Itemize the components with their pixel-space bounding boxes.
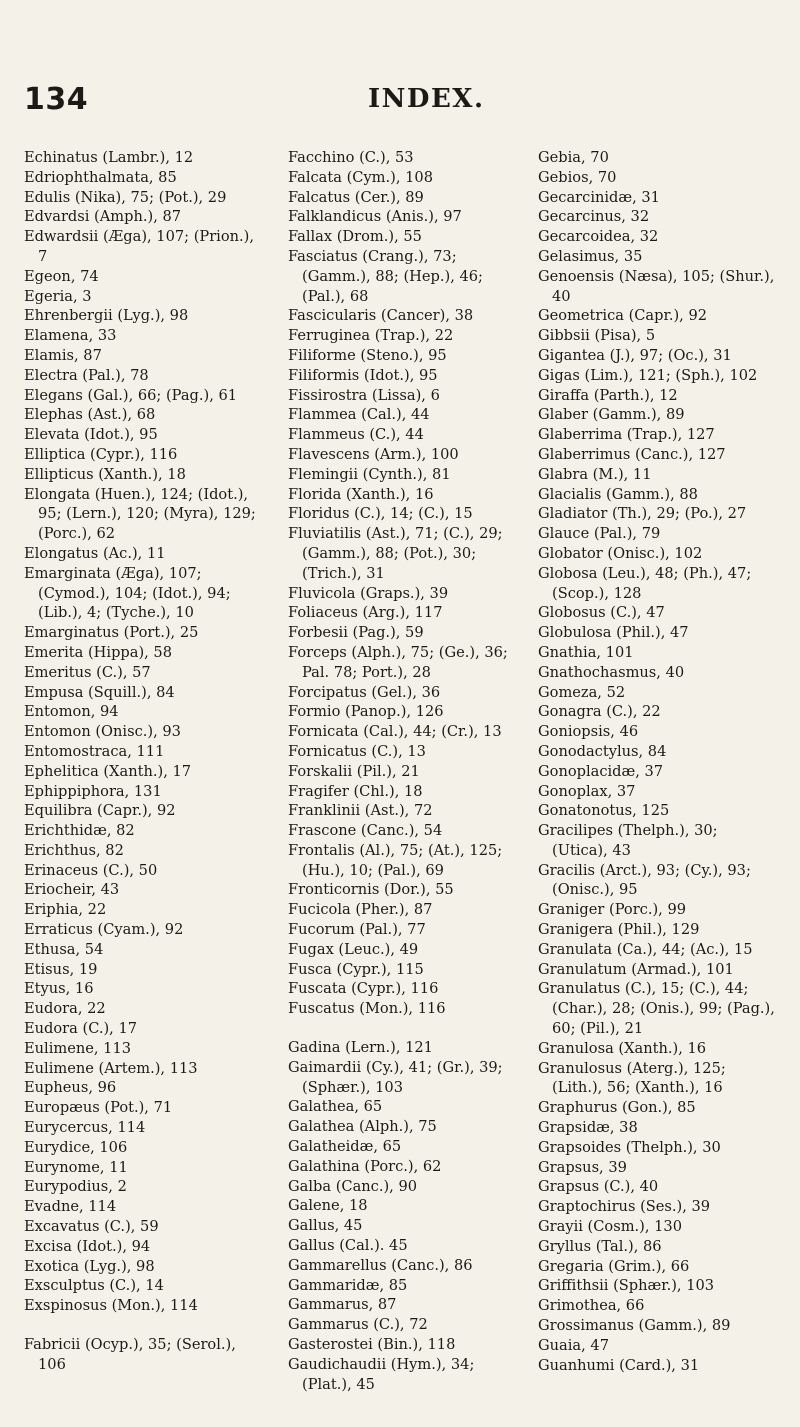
index-entry: Erichthus, 82 — [24, 841, 124, 859]
index-entry: Glaberrima (Trap.), 127 — [538, 426, 715, 444]
index-entry: Gomeza, 52 — [538, 683, 626, 701]
index-entry: Fascicularis (Cancer), 38 — [288, 307, 474, 325]
index-entry: Ferruginea (Trap.), 22 — [288, 327, 454, 345]
index-entry: Granigera (Phil.), 129 — [538, 921, 700, 939]
index-entry: Evadne, 114 — [24, 1198, 117, 1216]
index-entry: Gonoplax, 37 — [538, 782, 636, 800]
index-entry: Graphurus (Gon.), 85 — [538, 1099, 696, 1117]
index-entry: Egeria, 3 — [24, 287, 92, 305]
index-entry: Elamis, 87 — [24, 346, 102, 364]
index-entry: Goniopsis, 46 — [538, 723, 639, 741]
index-entry: Fornicata (Cal.), 44; (Cr.), 13 — [288, 723, 502, 741]
index-entry: Fugax (Leuc.), 49 — [288, 940, 419, 958]
index-entry: Gregaria (Grim.), 66 — [538, 1257, 690, 1275]
index-entry: Granulatum (Armad.), 101 — [538, 960, 734, 978]
index-entry: Glaber (Gamm.), 89 — [538, 406, 685, 424]
index-entry: Eudora (C.), 17 — [24, 1020, 138, 1038]
index-entry: Falcata (Cym.), 108 — [288, 168, 433, 186]
index-entry: Eurynome, 11 — [24, 1158, 128, 1176]
index-entry: Edriophthalmata, 85 — [24, 168, 177, 186]
index-entry: Elliptica (Cypr.), 116 — [24, 445, 178, 463]
index-entry: Eriphia, 22 — [24, 901, 107, 919]
index-entry: Gonodactylus, 84 — [538, 742, 667, 760]
index-entry: Flavescens (Arm.), 100 — [288, 445, 459, 463]
index-entry: Egeon, 74 — [24, 267, 99, 285]
index-entry: Gracilis (Arct.), 93; (Cy.), 93; (Onisc.), 95 — [538, 861, 751, 899]
index-entry: Gaudichaudii (Hym.), 34; (Plat.), 45 — [288, 1355, 475, 1393]
index-entry: Fluviatilis (Ast.), 71; (C.), 29; (Gamm.), 88; (Pot.), 30; (Trich.), 31 — [288, 525, 503, 582]
index-entry: Exotica (Lyg.), 98 — [24, 1257, 155, 1275]
index-entry: Flammea (Cal.), 44 — [288, 406, 430, 424]
index-entry: Excavatus (C.), 59 — [24, 1218, 159, 1236]
index-entry: Emarginatus (Port.), 25 — [24, 624, 199, 642]
index-entry: Gecarcinus, 32 — [538, 208, 650, 226]
index-entry: Emeritus (C.), 57 — [24, 663, 151, 681]
index-entry: Galba (Canc.), 90 — [288, 1177, 418, 1195]
index-entry: Erichthidæ, 82 — [24, 822, 135, 840]
index-entry: Ethusa, 54 — [24, 940, 104, 958]
index-entry: Grapsus, 39 — [538, 1158, 627, 1176]
index-entry: Equilibra (Capr.), 92 — [24, 802, 176, 820]
index-entry: Fissirostra (Lissa), 6 — [288, 386, 440, 404]
index-entry: Gebios, 70 — [538, 168, 617, 186]
index-entry: Ehrenbergii (Lyg.), 98 — [24, 307, 189, 325]
index-entry: Geometrica (Capr.), 92 — [538, 307, 708, 325]
index-entry: Formio (Panop.), 126 — [288, 703, 444, 721]
index-entry: Gonoplacidæ, 37 — [538, 762, 664, 780]
index-entry: Foliaceus (Arg.), 117 — [288, 604, 443, 622]
index-entry: Gonatonotus, 125 — [538, 802, 670, 820]
index-entry: Erraticus (Cyam.), 92 — [24, 921, 184, 939]
index-entry: Gecarcoidea, 32 — [538, 228, 659, 246]
index-entry: Edwardsii (Æga), 107; (Prion.), 7 — [24, 228, 255, 265]
index-entry: Filiforme (Steno.), 95 — [288, 346, 447, 364]
index-entry: Glauce (Pal.), 79 — [538, 525, 661, 543]
index-entry: Falklandicus (Anis.), 97 — [288, 208, 462, 226]
index-entry: Gasterostei (Bin.), 118 — [288, 1336, 456, 1354]
index-entry: Forceps (Alph.), 75; (Ge.), 36; Pal. 78; Port.), 28 — [288, 643, 508, 681]
index-entry: Fasciatus (Crang.), 73; (Gamm.), 88; (Hep.), 46; (Pal.), 68 — [288, 247, 483, 305]
index-entry: Eurypodius, 2 — [24, 1178, 127, 1196]
index-entry: Franklinii (Ast.), 72 — [288, 802, 433, 820]
index-entry: Graniger (Porc.), 99 — [538, 901, 687, 919]
index-entry: Forskalii (Pil.), 21 — [288, 762, 420, 780]
index-entry: Granulosus (Aterg.), 125; (Lith.), 56; (Xanth.), 16 — [538, 1059, 726, 1097]
index-entry: Globosa (Leu.), 48; (Ph.), 47; (Scop.), 128 — [538, 564, 752, 602]
index-entry: Fornicatus (C.), 13 — [288, 742, 426, 760]
index-column-2 — [288, 148, 526, 1394]
index-entry: Granulatus (C.), 15; (C.), 44; (Char.), 28; (Onis.), 99; (Pag.), 60; (Pil.), 21 — [538, 980, 775, 1038]
index-entry: Entomon, 94 — [24, 703, 119, 721]
index-entry: Guaia, 47 — [538, 1336, 609, 1354]
index-entry: Grapsidæ, 38 — [538, 1119, 638, 1137]
index-entry: Grayii (Cosm.), 130 — [538, 1218, 682, 1236]
index-entry: Gammaridæ, 85 — [288, 1276, 408, 1294]
index-entry: Gammarus (C.), 72 — [288, 1316, 428, 1334]
index-entry: Eupheus, 96 — [24, 1079, 117, 1097]
index-entry: Fluvicola (Graps.), 39 — [288, 584, 449, 602]
index-entry: Ephippiphora, 131 — [24, 782, 162, 800]
index-entry: Gebia, 70 — [538, 149, 609, 166]
index-entry: Genoensis (Næsa), 105; (Shur.), 40 — [538, 267, 775, 305]
index-entry: Erinaceus (C.), 50 — [24, 861, 158, 879]
index-entry: Gigantea (J.), 97; (Oc.), 31 — [538, 346, 732, 364]
index-entry: Ephelitica (Xanth.), 17 — [24, 762, 192, 780]
index-entry: Eulimene, 113 — [24, 1039, 132, 1057]
index-entry: Gallus, 45 — [288, 1217, 363, 1235]
index-entry: Fragifer (Chl.), 18 — [288, 782, 423, 800]
index-entry: Fusca (Cypr.), 115 — [288, 960, 424, 978]
index-entry: Elevata (Idot.), 95 — [24, 426, 158, 444]
index-entry: Gigas (Lim.), 121; (Sph.), 102 — [538, 366, 758, 384]
index-entry: Exsculptus (C.), 14 — [24, 1277, 164, 1295]
index-entry: Galathina (Porc.), 62 — [288, 1157, 442, 1175]
index-entry: Fuscata (Cypr.), 116 — [288, 980, 439, 998]
index-entry: Gadina (Lern.), 121 — [288, 1039, 433, 1057]
index-entry: Gammarus, 87 — [288, 1296, 397, 1314]
index-entry: Entomon (Onisc.), 93 — [24, 723, 181, 741]
index-entry: Fucorum (Pal.), 77 — [288, 921, 426, 939]
index-entry: Ellipticus (Xanth.), 18 — [24, 465, 186, 483]
index-entry: Echinatus (Lambr.), 12 — [24, 149, 194, 166]
index-entry: Gaimardii (Cy.), 41; (Gr.), 39; (Sphær.), 103 — [288, 1058, 503, 1096]
index-entry: Glabra (M.), 11 — [538, 465, 652, 483]
index-entry: Globator (Onisc.), 102 — [538, 544, 703, 562]
index-entry: Granulosa (Xanth.), 16 — [538, 1039, 707, 1057]
index-entry: Elongata (Huen.), 124; (Idot.), 95; (Lern.), 120; (Myra), 129; (Porc.), 62 — [24, 485, 256, 543]
index-entry: Frascone (Canc.), 54 — [288, 822, 443, 840]
index-entry: Gladiator (Th.), 29; (Po.), 27 — [538, 505, 747, 523]
index-entry: Globulosa (Phil.), 47 — [538, 624, 689, 642]
index-entry: Eudora, 22 — [24, 1000, 106, 1018]
index-entry: Gallus (Cal.). 45 — [288, 1237, 408, 1255]
index-entry: Gelasimus, 35 — [538, 247, 643, 265]
index-entry: Graptochirus (Ses.), 39 — [538, 1198, 711, 1216]
index-entry: Flammeus (C.), 44 — [288, 426, 424, 444]
index-entry: Glacialis (Gamm.), 88 — [538, 485, 698, 503]
index-entry: Facchino (C.), 53 — [288, 149, 414, 166]
index-entry: Gnathochasmus, 40 — [538, 663, 685, 681]
index-entry: Galene, 18 — [288, 1197, 368, 1215]
page-number: 134 — [24, 82, 89, 117]
index-entry: Gecarcinidæ, 31 — [538, 188, 660, 206]
index-entry: Grossimanus (Gamm.), 89 — [538, 1317, 731, 1335]
index-entry: Eurycercus, 114 — [24, 1119, 146, 1137]
index-entry: Grimothea, 66 — [538, 1297, 645, 1315]
index-entry: Emarginata (Æga), 107; (Cymod.), 104; (Idot.), 94; (Lib.), 4; (Tyche.), 10 — [24, 564, 231, 622]
index-entry: Grapsoides (Thelph.), 30 — [538, 1138, 721, 1156]
index-entry: Gonagra (C.), 22 — [538, 703, 661, 721]
index-column-3 — [538, 148, 776, 1375]
index-entry: Globosus (C.), 47 — [538, 604, 665, 622]
index-entry: Gammarellus (Canc.), 86 — [288, 1256, 473, 1274]
index-entry: Galathea (Alph.), 75 — [288, 1118, 437, 1136]
index-entry: Etyus, 16 — [24, 980, 94, 998]
index-entry: Edvardsi (Amph.), 87 — [24, 208, 182, 226]
index-entry: Forcipatus (Gel.), 36 — [288, 683, 441, 701]
index-entry: Eriocheir, 43 — [24, 881, 120, 899]
index-entry: Falcatus (Cer.), 89 — [288, 188, 424, 206]
index-entry: Guanhumi (Card.), 31 — [538, 1356, 700, 1374]
index-entry: Etisus, 19 — [24, 960, 98, 978]
index-entry: Elamena, 33 — [24, 327, 117, 345]
index-entry: Gnathia, 101 — [538, 643, 634, 661]
index-entry: Fucicola (Pher.), 87 — [288, 901, 433, 919]
index-entry: Emerita (Hippa), 58 — [24, 643, 172, 661]
index-entry: Eurydice, 106 — [24, 1138, 128, 1156]
index-entry: Flemingii (Cynth.), 81 — [288, 465, 451, 483]
index-entry: Grapsus (C.), 40 — [538, 1178, 659, 1196]
index-entry: Empusa (Squill.), 84 — [24, 683, 175, 701]
index-entry: Excisa (Idot.), 94 — [24, 1237, 151, 1255]
index-entry: Giraffa (Parth.), 12 — [538, 386, 678, 404]
index-entry: Galatheidæ, 65 — [288, 1138, 402, 1156]
index-entry: Elongatus (Ac.), 11 — [24, 544, 166, 562]
index-entry: Eulimene (Artem.), 113 — [24, 1059, 198, 1077]
index-entry: Griffithsii (Sphær.), 103 — [538, 1277, 715, 1295]
index-entry: Florida (Xanth.), 16 — [288, 485, 434, 503]
index-entry: Glaberrimus (Canc.), 127 — [538, 445, 726, 463]
index-entry: Forbesii (Pag.), 59 — [288, 624, 424, 642]
index-entry: Gibbsii (Pisa), 5 — [538, 327, 656, 345]
index-entry: Fuscatus (Mon.), 116 — [288, 1000, 446, 1018]
index-entry: Exspinosus (Mon.), 114 — [24, 1297, 198, 1315]
index-entry: Edulis (Nika), 75; (Pot.), 29 — [24, 188, 227, 206]
index-entry: Frontalis (Al.), 75; (At.), 125; (Hu.), 10; (Pal.), 69 — [288, 841, 503, 879]
index-entry: Europæus (Pot.), 71 — [24, 1099, 173, 1117]
index-entry: Galathea, 65 — [288, 1098, 383, 1116]
index-entry: Granulata (Ca.), 44; (Ac.), 15 — [538, 940, 753, 958]
index-entry: Electra (Pal.), 78 — [24, 366, 149, 384]
index-entry: Fallax (Drom.), 55 — [288, 228, 422, 246]
index-entry: Entomostraca, 111 — [24, 742, 165, 760]
index-entry: Floridus (C.), 14; (C.), 15 — [288, 505, 473, 523]
index-entry: Gracilipes (Thelph.), 30; (Utica), 43 — [538, 822, 718, 859]
running-head: INDEX. — [368, 84, 485, 114]
index-entry: Elephas (Ast.), 68 — [24, 406, 156, 424]
index-column-1 — [24, 148, 262, 1375]
index-entry: Filiformis (Idot.), 95 — [288, 366, 438, 384]
index-entry: Fabricii (Ocyp.), 35; (Serol.), 106 — [24, 1336, 236, 1373]
index-entry: Fronticornis (Dor.), 55 — [288, 881, 454, 899]
index-entry: Gryllus (Tal.), 86 — [538, 1237, 662, 1255]
index-entry: Elegans (Gal.), 66; (Pag.), 61 — [24, 386, 238, 404]
